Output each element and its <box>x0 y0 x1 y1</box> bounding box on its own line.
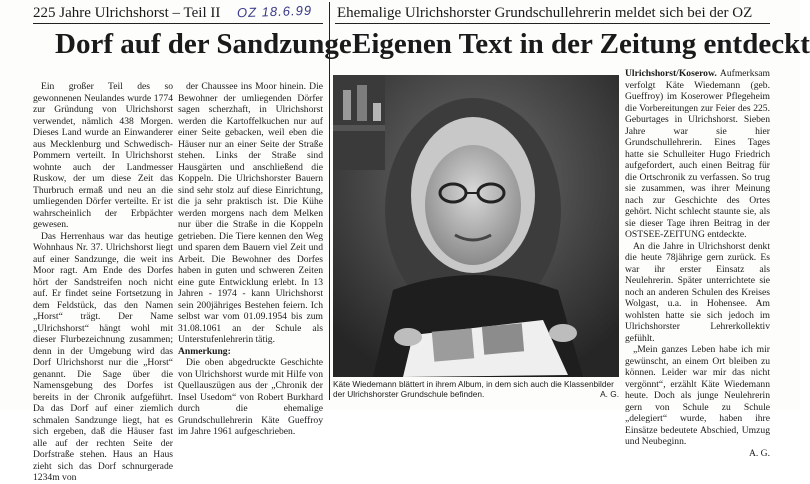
left-column-1 <box>33 81 173 483</box>
caption-text: Käte Wiedemann blättert in ihrem Album, in dem sich auch die Klassenbilder der Ulrichshorster Grundschule befinden. <box>333 379 614 399</box>
paragraph: Ein großer Teil des so gewonnenen Neulandes wurde 1774 zur Gründung von Ulrichshorst verwendet, nämlich 438 Morgen. Dieses Land wurde an Einwanderer aus Mecklenburg und Schwedisch-Pommern verteilt. In Ulrichshorst wohnte auch der Landmesser Ruskow, der um diese Zeit das Thurbruch ermaß und neu an die umliegenden Dörfer verteilte. Er ist wahrscheinlich der Erbpächter gewesen. <box>33 81 173 230</box>
subheading: Anmerkung: <box>178 345 231 357</box>
paragraph: An die Jahre in Ulrichshorst denkt die heute 78jährige gern zurück. Es war ihr erster Einsatz als Neulehrerin. Später unterrichtete sie noch an anderen Schulen des Kreises Wolgast, u.a. in Hohensee. Am wohlsten hatte sie sich jedoch im Ulrichshorster Lehrerkollektiv gefühlt. <box>625 240 770 344</box>
dateline: Ulrichshorst/Koserow. <box>625 68 717 79</box>
left-kicker: 225 Jahre Ulrichshorst – Teil II <box>33 5 221 21</box>
paragraph: Die oben abgedruckte Geschichte von Ulrichshorst wurde mit Hilfe von Quellauszügen aus der „Chronik der Insel Usedom“ von Robert Burkhard durch die ehemalige Grundschullehrerin Käte Gueffroy im Jahre 1961 aufgeschrieben. <box>178 357 323 437</box>
right-headline: Eigenen Text in der Zeitung entdeckt <box>352 28 810 60</box>
left-rule <box>33 23 323 24</box>
news-photo <box>333 75 619 377</box>
right-kicker: Ehemalige Ulrichshorster Grundschullehrerin meldet sich bei der OZ <box>337 5 753 21</box>
paragraph: der Chaussee ins Moor hinein. Die Bewohner der umliegenden Dörfer sagen scherzhaft, in Ulrichshorst werden die Kartoffelkuchen nur auf einer Seite gebacken, weil eben die Häuser nur an einer Seite der Straße stehen. Links der Straße sind Hausgärten und anschließend die Koppeln. Die Ulrichshorster Bauern sind sehr stolz auf diese Einrichtung, die ja sehr praktisch ist. Die Kühe werden morgens nach dem Melken nur über die Straße in die Koppeln getrieben. Die Tiere kennen den Weg und sparen dem Bauern viel Zeit und Arbeit. Die Bewohner des Dorfes haben in guten und schweren Zeiten eine gute Entwicklung erlebt. In 13 Jahren - 1974 - kann Ulrichshorst sein 200jähriges Bestehen feiern. Ich selbst war vom 01.09.1954 bis zum 31.08.1061 an der Schule als Unterstufenlehrerin tätig. <box>178 81 323 345</box>
column-separator <box>329 2 330 400</box>
left-column-2 <box>178 81 323 437</box>
paragraph: Das Herrenhaus war das heutige Wohnhaus Nr. 37. Ulrichshorst liegt auf einer Sandzunge, die weit ins Moor ragt. Am Ende des Dorfes hört der Sandstreifen noch nicht auf. Er findet seine Fortsetzung in dem Feldstück, das den Namen „Horst“ trägt. Der Name „Ulrichshorst“ hängt wohl mit dieser Flurbezeichnung zusammen; denn in der Umgebung wird das Dorf Ulrichshorst nur die „Horst“ genannt. Die Sage über die Namensgebung des Dorfes ist bereits in der Chronik aufgeführt. Da das Dorf auf einer ziemlich schmalen Sandzunge liegt, hat es sich ergeben, daß die Häuser fast alle auf der rechten Seite der Dorfstraße stehen. Haus an Haus zieht sich das Dorf schnurgerade 1234m von <box>33 230 173 483</box>
right-column <box>625 68 770 459</box>
caption-credit: A. G. <box>600 389 619 399</box>
handwritten-date-stamp: OZ 18.6.99 <box>236 2 313 21</box>
paragraph: „Mein ganzes Leben habe ich mir gewünscht, an einem Ort bleiben zu können. Leider war mir das nicht vergönnt“, erzählt Käte Wiedemann heute. Doch als junge Neulehrerin gern von Schule zu Schule „delegiert“ wurde, haben ihre Einsätze bedeutete Abschied, Umzug und Neubeginn. <box>625 344 770 447</box>
paragraph: Aufmerksam verfolgt Käte Wiedemann (geb. Gueffroy) im Koserower Pflegeheim die Vorbereitungen zur Feier des 225. Geburtages in Ulrichshorst. Sieben Jahre war sie hier Grundschullehrerin. Eines Tages hatte sie Schulleiter Hugo Friedrich aufgefordert, auch einen Beitrag für die Ortschronik zu verfassen. So trug sie zusammen, was ihrer Meinung nach zur Geschichte des Ortes gehört. Nicht schlecht staunte sie, als sie dieser Tage ihren Beitrag in der OSTSEE-ZEITUNG entdeckte. <box>625 68 770 240</box>
photo-caption <box>333 379 619 399</box>
right-rule <box>335 23 770 24</box>
woman-with-album-photo <box>333 75 619 377</box>
author-signature: A. G. <box>748 447 770 459</box>
left-headline: Dorf auf der Sandzunge <box>55 28 352 60</box>
